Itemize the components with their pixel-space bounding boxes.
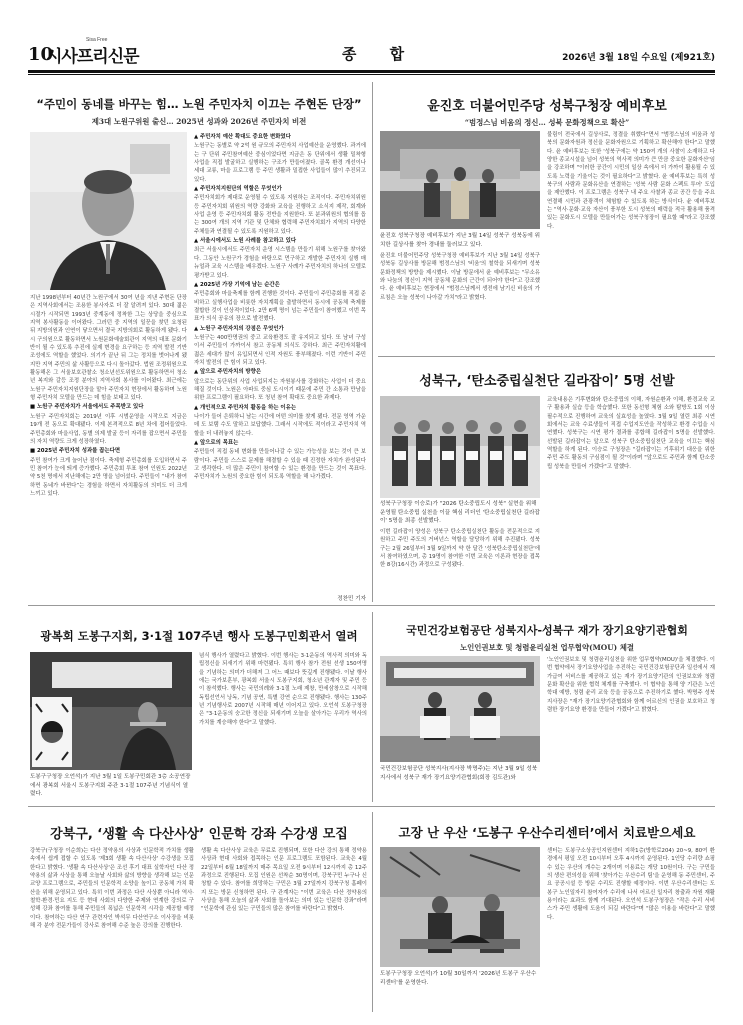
ceremony-photo bbox=[30, 652, 192, 770]
headline: “주민이 동네를 바꾸는 힘… 노원 주민자치 이끄는 주현돈 단장” bbox=[36, 97, 362, 111]
page-header bbox=[0, 0, 743, 80]
section-title: 종 합 bbox=[341, 45, 419, 63]
article-body-col1: 강북구(구청장 이순희)는 다산 정약용의 사상과 인문학적 가치를 생활 속에서 쉽게 접할 수 있도록 '제3회 생활 속 다산사상' 수강생을 모집한다고 밝혔다. '생활 속 다산사상'은 조선 후기 대표 실학자인 다산 정약용의 삶과 사상을 통해 오늘날 사회와 삶의 방향을 생각해 보는 인문 교양 프로그램으로, 주민들의 인문학적 소양을 높이고 공동체 가치 확산을 위해 운영되고 있다. 특히 이번 과정은 다산 사상뿐 아니라 역사·철학·환경·민요 지도 등 현대 사회의 다양한 주제와 연계한 강의로 구성해 강좌 참여를 통해 주민들의 폭넓은 인문학적 시각을 제공할 예정이다. 참여하는 다산 연구 관련자인 박석무 다산연구소 이사장을 비롯해 각 분야 전문가들이 강사로 참여해 수준 높은 강의를 진행한다. bbox=[30, 848, 194, 930]
article-body-col2: ▲ 주민자치 예산 확대도 중요한 변화였다 노원구는 동별로 약 2억 원 규모의 주민자치 사업예산을 운영했다. 과거에는 구 단위 주민참여예산 중심이었다면 지금은 동 단위에서 생활 밀착형 사업을 직접 발굴하고 실행하는 구조가 만들어졌다. 골목 환경 개선이나 세대 교류, 마을 프로그램 등 주민 생활과 밀접한 사업들이 많이 추진되고 있다. ▲ 주민자치지원단의 역할은 무엇인가 주민자치회가 제대로 운영될 수 있도록 지원하는 조직이다. 주민자치위원 등 주민자치회 위원의 역량 강화와 교육을 진행하고 소식지 제작, 회계와 사업 운영 등 주민자치회 활동 전반을 지원한다. 또 분과위원의 협의를 돕는 300여 개의 지역 기관 및 단체와 협력해 주민자치회가 지역의 다양한 주체들과 연결될 수 있도록 지원하고 있다. ▲ 서울시에서도 노원 사례를 참고하고 있다 최근 서울시에서도 주민자치 운영 시스템을 만들기 위해 노원구를 찾아왔다. 그동안 노원구가 경험을 바탕으로 먼구하고 개발한 주민자치 실행 매뉴얼과 교육 시스템을 배우겠다. 노원구 사례가 주민자치의 하나의 모델로 평가받고 있다. ▲ 2025년 가장 기억에 남는 순간은 주민총회와 마을축제를 함께 진행한 것이다. 주민들이 주민총회를 직접 준비하고 실행사업을 비롯한 자치계획을 출발하면서 동시에 공동체 축제를 결합한 것이 인상적이었다. 2만 6백 명이 넘는 주민들이 참여했고 이번 목표가 의식 공유의 장으로 발전했다. ▲ 노원구 주민자치의 강점은 무엇인가 노원구는 400만명권의 중고 교육환경도 잘 유지되고 있다. 또 남녀 구성이서 주민들이 가까이서 참고 공동체 의식도 강하다. 최근 주민자치활에 젊은 세대가 많이 유입되면서 인적 자원도 풍부해졌다. 이런 기반이 주민자치 발전의 큰 힘이 되고 있다. ▲ 앞으로 주민자치의 방향은 앞으로는 동단위의 사업 사업되지는 자원봉사를 강화하는 사업이 더 중요해질 것이다. 노원은 아파트 중심 도시이기 때문에 주민 간 소통과 만남을 위한 프로그램이 필요하다. 또 청년 참여 확대도 중요한 과제다. ▲ 개인적으로 주민자치 활동을 하는 이유는 나이가 들어 은퇴하니 남는 시간에 어떤 의미를 찾게 됐다. 전문 영역 가운데 도 보탬 수도 말하고 보답했다. 그래서 시작에도 적이라고 주민자치 역할을 더 내려놓지 않는다. ▲ 앞으로의 목표는 주민들이 직접 동네 변화를 만들어나갈 수 있는 가능성을 보는 것이 큰 보람이다. 주민들 스스로 문제를 해결할 수 있을 때 진정한 자치가 완성된다고 생각한다. 더 많은 주민이 참여할 수 있는 환경을 만드는 것이 목표다. 주민자치가 노원의 중요한 힘이 되도록 역할을 해 나가겠다. bbox=[194, 134, 366, 481]
subheadline: 제3대 노원구위원 출신… 2025년 성과와 2026년 주민자치 비전 bbox=[91, 117, 307, 126]
photo-caption: 윤진호 성북구청장 예비후보가 지난 3월 14일 성북구 성북동에 위치한 길상사를 찾아 경내를 둘러보고 있다. bbox=[380, 233, 540, 248]
page-number: 10 bbox=[28, 44, 54, 65]
issue-date: 2026년 3월 18일 수요일 (제921호) bbox=[562, 53, 715, 63]
headline: 강북구, ‘생활 속 다산사상’ 인문학 강좌 수강생 모집 bbox=[50, 827, 348, 842]
column-divider bbox=[372, 82, 373, 602]
newspaper-name-en: Sisa Free bbox=[86, 37, 108, 43]
headline: 윤진호 더불어민주당 성북구청장 예비후보 bbox=[427, 99, 667, 114]
article-body-col1: 지난 1998년부터 40년간 노원구에서 30여 년을 지낸 주현돈 단장은 지역사회에서는 조용한 봉사자로 더 잘 알려져 있다. 30대 젊은 시절가 시작되면 1993년 중계동에 정착한 그는 상당을 중심으로 지역 봉사활동을 이어왔다. 그러던 중 지역의 일꾼을 찾던 요청된 뒤 지방의원과 인연이 닿으면서 결국 지방의회로 활동하게 됐다. 다시 구의원으로 활동하면서 노원문화예술회관이 지역의 대표 문화기반이 될 수 있도록 추진에 실제 변경을 요구하는 등 지역 발전 기반 조성에도 역할을 했었다. 의기가 끝난 뒤 그는 정치를 벗어나게 됐지만 지역 주민의 삶 사활등으로 다시 돌아갔다. 법원 조정위원으로 활동해온 그 서울보호관찰소 청소년선도위원으로 활동하면서 청소년 복지와 갈등 조정 분야의 지역사회 봉사를 이어왔다. 최근에는 노원구 주민자치지원단장을 맡아 주민자치 현장에서 활동하며 노원형 주민자치 모델을 만드는 데 힘을 보태고 있다. ■ 노원구 주민자치가 서울에서도 주목받고 있다 노원구 주민자치회는 2019년 이후 시범운영을 시작으로 지금은 19개 전 동으로 확대됐다. 이제 본격적으로 8년 차에 접어들었다. 주민총회와 마을사업, 동별 의제 발굴 등이 자리를 잡으면서 주민들의 자치 역량도 크게 성장하였다. ■ 2025년 주민자치 성과를 꼽는다면 주민 참여가 크게 늘어난 점이다. 축제형 주민총회를 도입하면서 주민 참여가 눈에 띄게 증가했다. 주민총회 투표 참여 인원도 2022년 약 5천 명에서 지난해에는 2만 명을 넘어섰다. 주민들이 “내가 참여하면 동네가 바뀐다”는 경험을 하면서 자치활동의 의미도 더 크게 느끼고 있다. bbox=[30, 295, 187, 497]
article-body: 센터는 도봉구소상공인지원센터 지하1층(방학로204) 20~9, 80여 환경에서 평일 오전 10시부터 오후 4시까지 운영된다. 1인당 수리량 쇼핑 수 있는 우산의 개수는 2개이며 이용료는 개당 10원이다. 구는 구민들의 생산 편의성을 위해 '찾아가는 우산수리 팀'을 운영해 동 주민센터, 주요 공공시설 등 방문 수리도 진행할 예정이다. 이번 우산수리센터는 도봉구 노인일자리 참여자가 수리에 나서 어르신 일자리 창출과 자원 재활용이라는 효과도 함께 기대된다. 오언석 도봉구청장은 "작은 수리 서비스가 주민 생활에 도움이 되길 바란다"며 "많은 이용을 바란다"고 말했다. bbox=[547, 848, 715, 921]
repair-center-photo bbox=[380, 847, 540, 967]
subheadline: “범정스님 비움의 정신… 성북 문화정책으로 확산” bbox=[464, 118, 630, 127]
article-body-left: 이번 길라잡이 양성은 성북구 탄소중립실천단 활동을 전문적으로 지원하고 주민 주도의 거버넌스 역할을 담당하기 위해 추진됐다. 성북구는 2월 26일부터 3월 9일까지 약 한 달간 '성북탄소중립실천단'에서 참여하였으며, 총 19명이 참여한 이번 교육은 이론과 현장을 접목한 8강(16시간) 과정으로 구성됐다. bbox=[380, 529, 540, 569]
subheadline: 노인인권보호 및 청렴윤리실천 업무협약(MOU) 체결 bbox=[460, 643, 634, 652]
row-divider bbox=[378, 356, 715, 357]
headline: 고장 난 우산 ‘도봉구 우산수리센터’에서 치료받으세요 bbox=[398, 825, 696, 840]
portrait-photo bbox=[30, 132, 187, 290]
headline: 광복회 도봉구지회, 3·1절 107주년 행사 도봉구민회관서 열려 bbox=[40, 629, 358, 643]
photo-caption: 도봉구구청장 오언석)가 10월 30일까지 '2026년 도봉구 우산수리센터'를 운영한다. bbox=[380, 971, 537, 986]
byline: 정찬민 기자 bbox=[337, 596, 366, 602]
row-divider bbox=[28, 605, 715, 606]
article-body-col2: 생활 속 다산사상 교육은 무료로 진행되며, 또한 다산 강의 통해 정약용 사상과 현대 사회와 접목하는 인문 프로그램도 포함된다. 교육은 4월 22일부터 6월 18일까지 매주 목요일 오전 9시부터 12시까지 총 12주 과정으로 진행된다. 모집 인원은 선착순 30명이며, 강북구민 누구나 신청할 수 있다. 참여를 희망하는 구민은 3월 27일까지 강북구청 홈페이지 또는 방문 신청하면 된다. 구 관계자는 "이번 교육은 다산 정약용의 사상을 통해 오늘의 삶과 사회를 돌아보는 의미 있는 인문학 강좌"라며 "인문학에 관심 있는 구민들의 많은 참여를 바란다"고 밝혔다. bbox=[201, 848, 367, 913]
group-photo bbox=[380, 396, 540, 498]
mou-signing-photo bbox=[380, 656, 540, 762]
headline: 국민건강보험공단 성북지사-성북구 재가 장기요양기관협회 bbox=[406, 624, 688, 637]
article-body-right: 교육내용은 기후변화와 탄소중립의 이해, 자원순환과 이해, 환경교육 교구 활용과 실습 등을 학습했다. 또한 동선형 체험 소와 탐방도 1회 이상 필수적으로 진행하여 교육의 실효성을 높였다. 3월 9일 열린 최종 시연회에서는 교육 수료생들이 직접 수업지도안을 작성하고 환경 수업을 시연했다. 성북구는 시연 평가 결과를 종합해 길라잡이 5명을 선발했다. 선발된 길라잡이는 앞으로 성북구 탄소중립실천단 교육을 이끄는 핵심 역할을 하게 된다. 이승로 구청장은 "길라잡이는 기후위기 대응을 위한 주민 주도 활동의 구심점이 될 것"이라며 "앞으로도 주민과 함께 탄소중립 성북을 만들어 가겠다"고 말했다. bbox=[547, 397, 715, 470]
photo-caption: 도봉구구청장 오언석)가 지난 3월 1일 도봉구민회관 3층 소공연장에서 광복회 서울시 도봉구지회 주관 3·1절 107주년 기념식이 열렸다. bbox=[30, 774, 191, 798]
column-divider bbox=[372, 612, 373, 802]
temple-visit-photo bbox=[380, 131, 540, 229]
article-body: '노인인권보호 및 청렴윤리실천을 위한 업무협약(MOU)'을 체결했다. 이번 협약에서 장기요양사업을 추진하는 국민건강보험공단과 일선에서 재가급여 서비스를 제공하고 있는 재가 장기요양기관의 인권보호와 청렴 문화 확산을 위한 협력 체계를 구축했다. 이 협약을 통해 양 기관은 노인학대 예방, 청렴 윤리 교육 등을 공동으로 추진하기로 했다. 박명주 성북지사장은 "재가 장기요양기관협회와 함께 어르신의 인권을 보호하고 청렴한 장기요양 환경을 만들어 가겠다"고 밝혔다. bbox=[547, 657, 715, 714]
article-body-right: 불림이 전국에서 길상사로, 정결을 취했다"면서 "범정스님의 비움과 성북의 문화자원과 정신을 문화자원으로 기획하고 확산해야 한다"고 말했다. 윤 예비후보는 또한 '성북구에는 약 150여 개의 사찰이 소재하고 다양한 종교시설을 넘어 성북의 역사적 의미가 큰 만큼 중요한 문화자산'임을 강조하며 "이러한 공간이 시민의 일상 속에서 더 가까이 활용될 수 있도록 노력을 기울이는 것이 필요하다"고 밝혔다. 윤 예비후보는 특히 성북구의 사람과 문화유산을 연결하는 '성북 사람 문화 스펙트 투어' 도입을 제안했다. 이 프로그램은 성북구 내 주요 사찰과 종교 공간 등을 주요 연결해 시민과 관광객이 체험할 수 있도록 하는 방식이다. 윤 예비후보는 "역사·문화·교육 자산이 풍부한 도시 성북의 매력을 적극 활용해 품격 있는 문화도시 모델을 만들어가는 성북구청장이 필요할 때"라고 강조했다. bbox=[547, 132, 715, 230]
article-body-left: 윤진호 더불어민주당 성북구청장 예비후보가 지난 3월 14일 성북구 성북동 길상사를 방문해 범정스님의 '비움'의 철학을 되새기며 성북 문화정책의 방향을 제시했다. 이날 방문에서 윤 예비후보는 "무소유와 나눔의 정신이 지역 공동체 문화의 근간이 되어야 한다"고 강조했다. 윤 예비후보는 현장에서 "범정스님께서 생전에 남기신 비움의 가르침은 오늘 성북이 나아갈 가치"라고 밝혔다. bbox=[380, 253, 540, 301]
column-divider bbox=[372, 812, 373, 1012]
photo-caption: 국민건강보험공단 성북지사(지사장 박명주)는 지난 3월 9일 성북지사에서 성북구 재가 장기요양기관협회(회장 김도관)와 bbox=[380, 766, 538, 781]
headline: 성북구, ‘탄소중립실천단 길라잡이’ 5명 선발 bbox=[419, 374, 675, 389]
header-rule-thin bbox=[28, 74, 715, 75]
article-body: 념식 행사가 열렸다고 밝혔다. 이번 행사는 3·1운동의 역사적 의미와 독립정신을 되새기기 위해 마련됐다. 특히 행사 참가 전원 선생 150여명을 기념하는 의미가 더해져 그 어느 때보다 뜻깊게 진행됐다. 이날 행사에는 국가보훈부, 광복회 서울시 도봉구지회, 청소년 관계자 및 주민 등이 참석했다. 행사는 국민의례와 3·1절 노래 제창, 만세삼창으로 시작해 독립선언서 낭독, 기념 공연, 특별 강연 순으로 진행됐다. 행사는 130주년 기념행사로 2007년 시작해 매년 이어지고 있다. 오언석 도봉구청장은 "3·1운동의 숭고한 정신을 되새기며 오늘을 살아가는 우리가 역사의 가치를 계승해야 한다"고 말했다. bbox=[199, 653, 367, 726]
header-rule bbox=[28, 70, 715, 73]
row-divider bbox=[28, 806, 715, 807]
photo-caption: 성북구구청장 이승로)가 "2026 탄소중립도시 성북" 실현을 위해 운영될 탄소중립 실천을 이끌 핵심 리더인 '탄소중립실천단 길라잡이' 5명을 최종 선발했다. bbox=[380, 501, 540, 525]
newspaper-name: 시사프리신문 bbox=[46, 47, 139, 67]
